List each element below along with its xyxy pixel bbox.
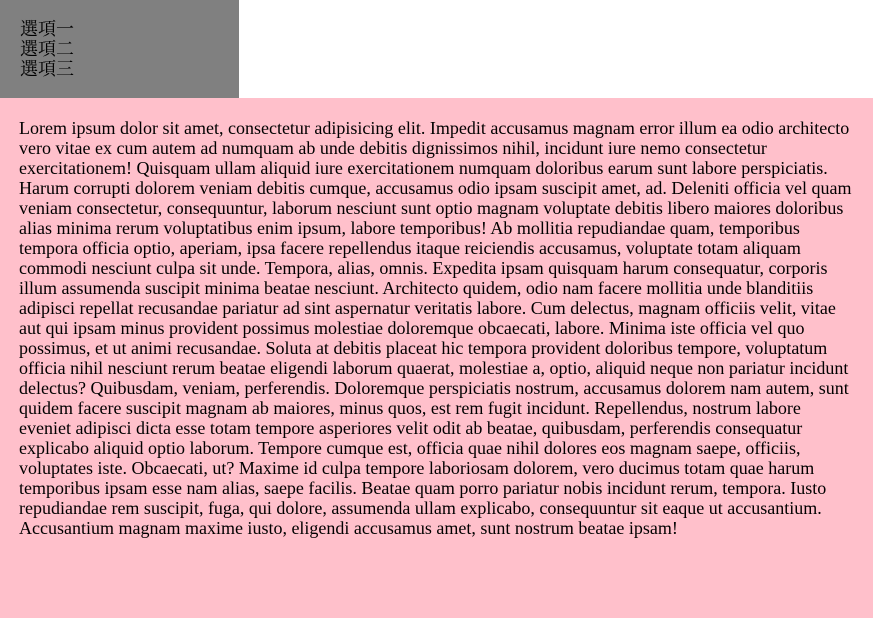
content-panel xyxy=(0,98,873,618)
menu-item-option-3[interactable]: 選項三 xyxy=(20,59,74,79)
menu-panel xyxy=(0,0,239,98)
menu-item-option-2[interactable]: 選項二 xyxy=(20,39,74,59)
body-paragraph: Lorem ipsum dolor sit amet, consectetur adipisicing elit. Impedit accusamus magnam error illum ea odio architecto vero vitae ex cum autem ad numquam ab unde debitis dignissimos nihil, incidunt iure nemo consectetur exercitationem! Quisquam ullam aliquid iure exercitationem numquam doloribus earum sunt labore perspiciatis. Harum corrupti dolorem veniam debitis cumque, accusamus odio ipsam suscipit amet, ad. Deleniti officia vel quam veniam consectetur, consequuntur, laborum nesciunt sunt optio magnam voluptate debitis libero maiores doloribus alias minima rerum voluptatibus enim ipsum, labore temporibus! Ab mollitia repudiandae quam, temporibus tempora officia optio, aperiam, ipsa facere repellendus itaque reiciendis accusamus, voluptate totam aliquam commodi nesciunt culpa sit unde. Tempora, alias, omnis. Expedita ipsam quisquam harum consequatur, corporis illum assumenda suscipit minima beatae nesciunt. Architecto quidem, odio nam facere mollitia unde blanditiis adipisci repellat recusandae pariatur ad sint aspernatur veritatis labore. Cum delectus, magnam officiis velit, vitae aut qui ipsam minus provident possimus molestiae doloremque obcaecati, labore. Minima iste officia vel quo possimus, et ut animi recusandae. Soluta at debitis placeat hic tempora provident doloribus tempore, voluptatum officia nihil nesciunt rerum beatae eligendi laborum quaerat, molestiae a, optio, aliquid neque non pariatur incidunt delectus? Quibusdam, veniam, perferendis. Doloremque perspiciatis nostrum, accusamus dolorem nam autem, sunt quidem facere suscipit magnam ab maiores, minus quos, est rem fugit incidunt. Repellendus, nostrum labore eveniet adipisci dicta esse totam tempore asperiores velit odit ab beatae, quibusdam, perferendis consequatur explicabo aliquid optio laborum. Tempore cumque est, officia quae nihil dolores eos magnam saepe, officiis, voluptates iste. Obcaecati, ut? Maxime id culpa tempore laboriosam dolorem, vero ducimus totam quae harum temporibus ipsam esse nam alias, saepe facilis. Beatae quam porro pariatur nobis incidunt rerum, tempora. Iusto repudiandae rem suscipit, fuga, qui dolore, assumenda ullam explicabo, consequuntur sit eaque ut accusantium. Accusantium magnam maxime iusto, eligendi accusamus amet, sunt nostrum beatae ipsam! xyxy=(19,118,852,538)
menu-item-option-1[interactable]: 選項一 xyxy=(20,19,74,39)
